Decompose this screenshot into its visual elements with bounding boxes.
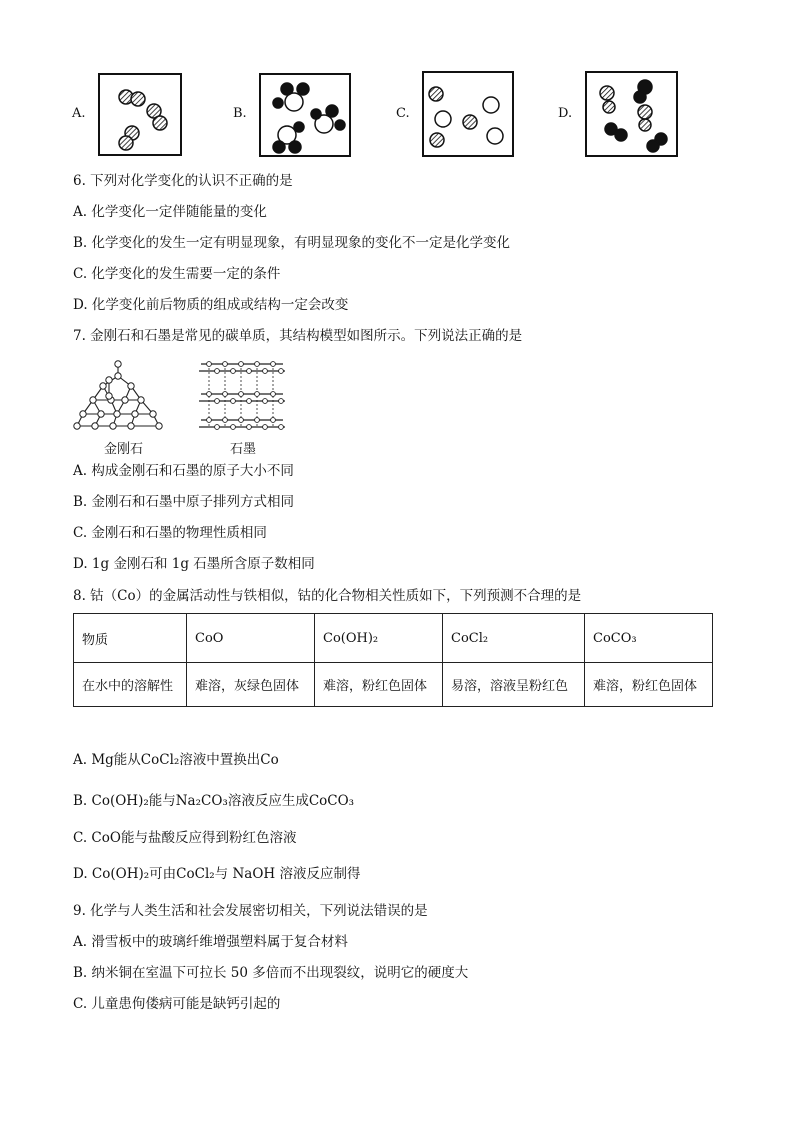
table-cell: 难溶，粉红色固体 [585,663,713,707]
molecule-diagram-c [422,71,514,157]
question-6-option-d: D. 化学变化前后物质的组成或结构一定会改变 [73,297,349,313]
table-cell: 在水中的溶解性 [74,663,187,707]
question-8-option-d: D. Co(OH)₂可由CoCl₂与 NaOH 溶液反应制得 [73,866,361,882]
question-6-option-c: C. 化学变化的发生需要一定的条件 [73,266,281,282]
question-9-option-c: C. 儿童患佝偻病可能是缺钙引起的 [73,996,281,1012]
question-6-option-b: B. 化学变化的发生一定有明显现象，有明显现象的变化不一定是化学变化 [73,235,511,251]
diamond-caption: 金刚石 [104,442,144,457]
question-7-option-c: C. 金刚石和石墨的物理性质相同 [73,525,267,541]
cobalt-compounds-table [73,613,713,707]
question-7-option-b: B. 金刚石和石墨中原子排列方式相同 [73,494,295,510]
question-9-stem: 9. 化学与人类生活和社会发展密切相关，下列说法错误的是 [73,903,428,919]
option-b-label: B. [233,106,247,121]
table-row [74,663,713,707]
question-8-stem: 8. 钴（Co）的金属活动性与铁相似，钴的化合物相关性质如下，下列预测不合理的是 [73,588,582,604]
option-a-label: A. [72,106,86,121]
question-7-option-a: A. 构成金刚石和石墨的原子大小不同 [73,463,294,479]
question-8-option-a: A. Mg能从CoCl₂溶液中置换出Co [73,752,279,768]
question-6-option-a: A. 化学变化一定伴随能量的变化 [73,204,267,220]
molecule-diagram-b [259,73,351,157]
question-6-stem: 6. 下列对化学变化的认识不正确的是 [73,173,293,189]
table-cell: CoO [187,614,315,663]
question-8-option-c: C. CoO能与盐酸反应得到粉红色溶液 [73,830,297,846]
table-cell: 易溶，溶液呈粉红色 [443,663,585,707]
table-cell: 难溶，灰绿色固体 [187,663,315,707]
question-7-option-d: D. 1g 金刚石和 1g 石墨所含原子数相同 [73,556,315,572]
option-c-label: C. [396,106,410,121]
question-7-stem: 7. 金刚石和石墨是常见的碳单质，其结构模型如图所示。下列说法正确的是 [73,328,523,344]
diamond-structure-figure [73,356,163,436]
molecule-diagram-a [98,73,182,156]
table-cell: 难溶，粉红色固体 [315,663,443,707]
table-header-row [74,614,713,663]
table-cell: 物质 [74,614,187,663]
graphite-structure-figure [197,358,287,434]
graphite-caption: 石墨 [230,442,257,457]
table-cell: Co(OH)₂ [315,614,443,663]
table-cell: CoCO₃ [585,614,713,663]
question-9-option-b: B. 纳米铜在室温下可拉长 50 多倍而不出现裂纹，说明它的硬度大 [73,965,469,981]
molecule-diagram-d [585,71,678,157]
table-cell: CoCl₂ [443,614,585,663]
option-d-label: D. [558,106,573,121]
question-9-option-a: A. 滑雪板中的玻璃纤维增强塑料属于复合材料 [73,934,348,950]
question-8-option-b: B. Co(OH)₂能与Na₂CO₃溶液反应生成CoCO₃ [73,793,355,809]
